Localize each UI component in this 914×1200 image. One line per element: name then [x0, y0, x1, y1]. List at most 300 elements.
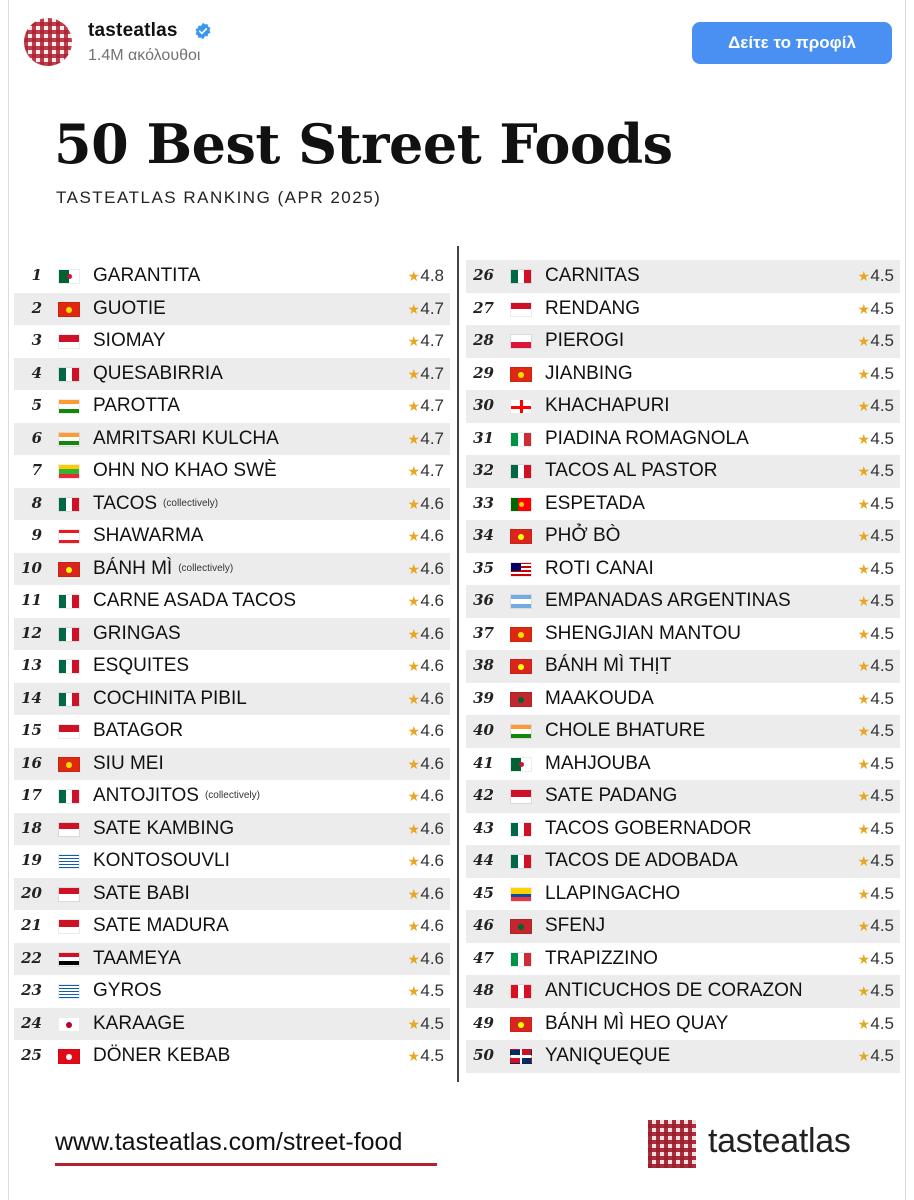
vietnam-flag-icon [510, 529, 532, 544]
star-icon: ★ [407, 788, 420, 804]
ranking-row [466, 260, 900, 293]
follower-count: 1.4M ακόλουθοι [88, 47, 201, 64]
profile-username[interactable]: tasteatlas [88, 20, 178, 41]
rank-number: 21 [21, 916, 42, 934]
dish-name [93, 363, 223, 385]
india-flag-icon [58, 432, 80, 447]
rank-number: 7 [31, 461, 42, 479]
rating-value: 4.6 [420, 493, 444, 513]
rating-value: 4.5 [870, 363, 894, 383]
star-icon: ★ [857, 333, 870, 349]
rating-value: 4.5 [870, 266, 894, 285]
rating-value: 4.7 [420, 428, 444, 448]
rating-value: 4.5 [420, 1013, 444, 1033]
dish-name [545, 623, 741, 645]
rank-number: 46 [473, 916, 494, 934]
rank-number: 32 [473, 461, 494, 479]
rating-value: 4.5 [870, 493, 894, 513]
rating-value: 4.5 [870, 526, 894, 545]
mexico-flag-icon [58, 789, 80, 804]
rating-value: 4.5 [870, 948, 894, 968]
rating-value: 4.5 [870, 396, 894, 415]
dish-name [93, 915, 229, 937]
rank-number: 10 [21, 558, 42, 577]
star-icon: ★ [857, 918, 870, 934]
rating-value: 4.5 [870, 851, 894, 870]
ranking-row [466, 975, 900, 1008]
ranking-row [14, 748, 450, 781]
dish-name-text: PAROTTA [93, 395, 180, 416]
ranking-row [14, 423, 450, 456]
star-icon: ★ [407, 853, 420, 869]
rating-value: 4.6 [420, 558, 444, 578]
dish-name-text: KONTOSOUVLI [93, 850, 230, 871]
rank-number: 16 [21, 753, 42, 772]
rank-number: 20 [21, 883, 42, 902]
poster-subtitle: TASTEATLAS RANKING (APR 2025) [56, 188, 382, 207]
dish-name [93, 428, 279, 450]
dish-name-text: TRAPIZZINO [545, 947, 658, 969]
dish-name-text: CARNE ASADA TACOS [93, 590, 297, 611]
rating-value: 4.6 [420, 688, 444, 708]
rank-number: 31 [473, 428, 494, 447]
star-icon: ★ [407, 755, 420, 772]
dish-name [545, 720, 705, 742]
rank-number: 28 [473, 331, 494, 349]
dish-name-text: COCHINITA PIBIL [93, 687, 247, 709]
ranking-row [466, 325, 900, 358]
dish-name-text: TACOS [93, 492, 158, 514]
rank-number: 3 [31, 331, 42, 349]
rating-value: 4.6 [420, 916, 444, 935]
dish-name [545, 753, 651, 775]
star-icon: ★ [407, 300, 420, 317]
star-icon: ★ [857, 690, 870, 707]
ranking-row [466, 488, 900, 521]
indonesia-flag-icon [58, 334, 80, 349]
indonesia-flag-icon [58, 724, 80, 739]
star-icon: ★ [407, 983, 420, 999]
rating-value: 4.5 [870, 688, 894, 708]
dish-name-text: ROTI CANAI [545, 557, 654, 579]
dish-name [545, 525, 620, 547]
japan-flag-icon [58, 1017, 80, 1032]
dish-name-text: SIU MEI [93, 752, 164, 774]
rank-number: 47 [473, 948, 494, 967]
ranking-row [14, 553, 450, 586]
ranking-row [466, 358, 900, 391]
ranking-row [14, 975, 450, 1008]
rating-value: 4.5 [870, 721, 894, 740]
star-icon: ★ [407, 723, 420, 739]
rating-value: 4.5 [870, 753, 894, 773]
rating-value: 4.6 [420, 721, 444, 740]
lebanon-flag-icon [58, 529, 80, 544]
ranking-row [466, 293, 900, 326]
rank-number: 43 [473, 818, 494, 837]
rank-number: 37 [473, 623, 494, 642]
star-icon: ★ [407, 950, 420, 967]
dish-name-text: RENDANG [545, 297, 641, 319]
ranking-row [14, 293, 450, 326]
rating-value: 4.6 [420, 786, 444, 805]
ranking-row [14, 845, 450, 878]
dish-name-text: ESPETADA [545, 492, 645, 514]
peru-flag-icon [510, 984, 532, 999]
ranking-row [14, 358, 450, 391]
indonesia-flag-icon [58, 822, 80, 837]
rating-value: 4.6 [420, 623, 444, 643]
ranking-row [14, 488, 450, 521]
star-icon: ★ [407, 333, 420, 349]
india-flag-icon [510, 724, 532, 739]
star-icon: ★ [857, 983, 870, 999]
dish-name [545, 688, 654, 710]
column-divider [457, 246, 459, 1082]
rank-number: 40 [473, 721, 494, 739]
dish-name-text: MAAKOUDA [545, 687, 654, 709]
dish-name [545, 265, 640, 287]
dish-name [545, 850, 738, 872]
dish-name [545, 883, 680, 905]
dish-name [93, 493, 218, 515]
mexico-flag-icon [510, 822, 532, 837]
vietnam-flag-icon [58, 562, 80, 577]
ranking-row [466, 520, 900, 553]
ranking-row [14, 715, 450, 748]
rating-value: 4.5 [870, 786, 894, 805]
dish-name-text: MAHJOUBA [545, 752, 651, 774]
ranking-row [466, 585, 900, 618]
star-icon: ★ [407, 268, 420, 284]
rating-value: 4.5 [870, 656, 894, 675]
dish-name-text: BÁNH MÌ HEO QUAY [545, 1012, 729, 1034]
indonesia-flag-icon [58, 887, 80, 902]
ranking-row [466, 455, 900, 488]
star-icon: ★ [407, 560, 420, 577]
ranking-row [466, 715, 900, 748]
rank-number: 30 [473, 396, 494, 414]
rank-number: 36 [473, 591, 494, 609]
rank-number: 9 [31, 526, 42, 544]
ranking-row [466, 943, 900, 976]
turkey-flag-icon [58, 1049, 80, 1064]
poster-title: 50 Best Street Foods [54, 112, 673, 176]
vietnam-flag-icon [510, 1017, 532, 1032]
dish-name [545, 785, 677, 807]
rating-value: 4.6 [420, 883, 444, 903]
ranking-row [14, 683, 450, 716]
rank-number: 26 [473, 266, 494, 284]
rating-value: 4.5 [870, 298, 894, 318]
rating-value: 4.7 [420, 331, 444, 350]
rank-number: 48 [473, 981, 494, 999]
rank-number: 42 [473, 786, 494, 804]
rating-value: 4.5 [870, 916, 894, 935]
vietnam-flag-icon [510, 659, 532, 674]
portugal-flag-icon [510, 497, 532, 512]
ranking-row [14, 325, 450, 358]
dish-name [545, 395, 670, 417]
dish-name-text: KARAAGE [93, 1012, 185, 1034]
dish-name-text: ESQUITES [93, 655, 190, 676]
ranking-row [14, 813, 450, 846]
star-icon: ★ [857, 853, 870, 869]
dish-name-text: SATE KAMBING [93, 817, 235, 839]
rank-number: 25 [21, 1046, 42, 1064]
rank-number: 1 [31, 266, 42, 284]
rank-number: 11 [21, 591, 42, 609]
dish-name [93, 948, 181, 970]
rank-number: 12 [21, 623, 42, 642]
dish-name [545, 330, 624, 352]
rank-number: 41 [473, 753, 494, 772]
ranking-row [466, 845, 900, 878]
star-icon: ★ [857, 463, 870, 479]
morocco-flag-icon [510, 692, 532, 707]
dish-name [545, 460, 717, 482]
dish-name-text: PIADINA ROMAGNOLA [545, 427, 749, 449]
dish-name [93, 688, 247, 710]
dish-name [545, 428, 749, 450]
ranking-row [466, 683, 900, 716]
mexico-flag-icon [58, 594, 80, 609]
ranking-row [14, 878, 450, 911]
dish-name [545, 655, 671, 677]
mexico-flag-icon [510, 854, 532, 869]
dish-name [93, 558, 233, 580]
ranking-row [466, 748, 900, 781]
rank-number: 27 [473, 298, 494, 317]
malaysia-flag-icon [510, 562, 532, 577]
rating-value: 4.5 [870, 981, 894, 1000]
rank-number: 23 [21, 981, 42, 999]
dish-name [93, 525, 203, 547]
dish-name [545, 590, 791, 612]
dish-name-text: BÁNH MÌ [93, 557, 173, 579]
dish-name [93, 785, 260, 807]
rank-number: 17 [21, 786, 42, 804]
rating-value: 4.5 [870, 883, 894, 903]
dish-name-text: PIEROGI [545, 330, 625, 351]
dish-name-text: LLAPINGACHO [545, 882, 681, 904]
star-icon: ★ [407, 365, 420, 382]
star-icon: ★ [407, 690, 420, 707]
dish-name-text: KHACHAPURI [545, 395, 670, 416]
rating-value: 4.7 [420, 363, 444, 383]
china-flag-icon [58, 757, 80, 772]
rank-number: 39 [473, 688, 494, 707]
ranking-row [466, 1008, 900, 1041]
rank-number: 13 [21, 656, 42, 674]
rating-value: 4.5 [870, 331, 894, 350]
ranking-row [14, 780, 450, 813]
url-underline [55, 1163, 437, 1166]
star-icon: ★ [857, 820, 870, 837]
greece-flag-icon [58, 854, 80, 869]
ranking-row [14, 650, 450, 683]
dish-name [93, 753, 164, 775]
dish-name [93, 460, 277, 482]
dish-name [545, 1013, 728, 1035]
star-icon: ★ [407, 658, 420, 674]
dish-name [93, 1045, 230, 1067]
star-icon: ★ [857, 398, 870, 414]
dish-name-text: GUOTIE [93, 297, 166, 319]
rating-value: 4.6 [420, 818, 444, 838]
dish-name [93, 590, 296, 612]
dish-name-text: YANIQUEQUE [545, 1045, 671, 1066]
china-flag-icon [510, 367, 532, 382]
mexico-flag-icon [510, 464, 532, 479]
rating-value: 4.6 [420, 526, 444, 545]
georgia-flag-icon [510, 399, 532, 414]
star-icon: ★ [407, 885, 420, 902]
rank-number: 44 [473, 851, 494, 869]
italy-flag-icon [510, 952, 532, 967]
dish-note: (collectively) [163, 497, 219, 509]
india-flag-icon [58, 399, 80, 414]
dish-name-text: GARANTITA [93, 265, 201, 286]
dish-name [545, 948, 658, 970]
ranking-row [14, 585, 450, 618]
star-icon: ★ [407, 430, 420, 447]
rank-number: 19 [21, 851, 42, 869]
dish-note: (collectively) [178, 562, 234, 574]
indonesia-flag-icon [510, 302, 532, 317]
rank-number: 33 [473, 493, 494, 512]
greece-flag-icon [58, 984, 80, 999]
rank-number: 8 [31, 493, 42, 512]
rank-number: 38 [473, 656, 494, 674]
italy-flag-icon [510, 432, 532, 447]
ranking-row [14, 618, 450, 651]
rank-number: 50 [473, 1046, 494, 1064]
dish-name [545, 980, 803, 1002]
ranking-column-right [466, 260, 900, 1073]
myanmar-flag-icon [58, 464, 80, 479]
dish-name-text: SFENJ [545, 915, 606, 936]
dish-name [545, 1045, 670, 1067]
rank-number: 35 [473, 558, 494, 577]
algeria-flag-icon [510, 757, 532, 772]
star-icon: ★ [857, 788, 870, 804]
dish-name-text: JIANBING [545, 362, 633, 384]
rating-value: 4.7 [420, 298, 444, 318]
dish-name-text: AMRITSARI KULCHA [93, 427, 279, 449]
egypt-flag-icon [58, 952, 80, 967]
rank-number: 4 [31, 363, 42, 382]
dish-name [545, 493, 645, 515]
dish-name-text: SATE BABI [93, 882, 190, 904]
rating-value: 4.6 [420, 851, 444, 870]
star-icon: ★ [857, 950, 870, 967]
rating-value: 4.6 [420, 591, 444, 610]
dish-name [93, 883, 190, 905]
dish-name [545, 298, 640, 320]
star-icon: ★ [407, 820, 420, 837]
mexico-flag-icon [58, 659, 80, 674]
rank-number: 24 [21, 1013, 42, 1032]
rating-value: 4.6 [420, 753, 444, 773]
star-icon: ★ [857, 495, 870, 512]
star-icon: ★ [857, 625, 870, 642]
profile-avatar[interactable] [24, 18, 72, 66]
china-flag-icon [510, 627, 532, 642]
dish-name-text: SATE MADURA [93, 915, 229, 936]
mexico-flag-icon [58, 627, 80, 642]
dish-name [93, 298, 166, 320]
ranking-row [466, 813, 900, 846]
ranking-row [466, 618, 900, 651]
star-icon: ★ [407, 495, 420, 512]
ranking-row [466, 390, 900, 423]
rank-number: 6 [31, 428, 42, 447]
dish-name [93, 818, 234, 840]
rating-value: 4.5 [870, 461, 894, 480]
rating-value: 4.5 [870, 428, 894, 448]
dish-name [93, 623, 181, 645]
dish-name-text: SHAWARMA [93, 525, 204, 546]
morocco-flag-icon [510, 919, 532, 934]
view-profile-button[interactable]: Δείτε το προφίλ [692, 22, 892, 64]
dish-name [545, 363, 633, 385]
star-icon: ★ [407, 1048, 420, 1064]
star-icon: ★ [857, 430, 870, 447]
website-url[interactable]: www.tasteatlas.com/street-food [55, 1128, 403, 1156]
dish-name-text: TACOS DE ADOBADA [545, 850, 738, 871]
dish-name-text: CHOLE BHATURE [545, 720, 706, 741]
dish-name [93, 980, 162, 1002]
dish-name [93, 1013, 185, 1035]
dish-name-text: QUESABIRRIA [93, 362, 223, 384]
dish-name-text: GRINGAS [93, 622, 181, 644]
star-icon: ★ [857, 1015, 870, 1032]
dish-name-text: PHỞ BÒ [545, 525, 621, 546]
china-flag-icon [58, 302, 80, 317]
ranking-row [466, 650, 900, 683]
star-icon: ★ [857, 528, 870, 544]
rank-number: 34 [473, 526, 494, 544]
indonesia-flag-icon [58, 919, 80, 934]
rank-number: 15 [21, 721, 42, 739]
ranking-row [14, 910, 450, 943]
verified-badge-icon [194, 22, 212, 40]
ranking-row [14, 520, 450, 553]
star-icon: ★ [857, 658, 870, 674]
dish-name-text: BATAGOR [93, 720, 184, 741]
dish-name [93, 720, 183, 742]
dish-name [93, 395, 180, 417]
mexico-flag-icon [58, 497, 80, 512]
rating-value: 4.5 [420, 1046, 444, 1065]
rating-value: 4.7 [420, 461, 444, 480]
dish-name [93, 850, 230, 872]
ranking-row [466, 878, 900, 911]
rank-number: 49 [473, 1013, 494, 1032]
rating-value: 4.6 [420, 656, 444, 675]
ranking-row [14, 1008, 450, 1041]
star-icon: ★ [857, 1048, 870, 1064]
tasteatlas-logo-icon [648, 1120, 696, 1168]
dish-name [545, 915, 605, 937]
ranking-row [466, 780, 900, 813]
dish-name-text: OHN NO KHAO SWÈ [93, 460, 277, 481]
ranking-row [466, 910, 900, 943]
star-icon: ★ [857, 723, 870, 739]
ecuador-flag-icon [510, 887, 532, 902]
star-icon: ★ [857, 560, 870, 577]
